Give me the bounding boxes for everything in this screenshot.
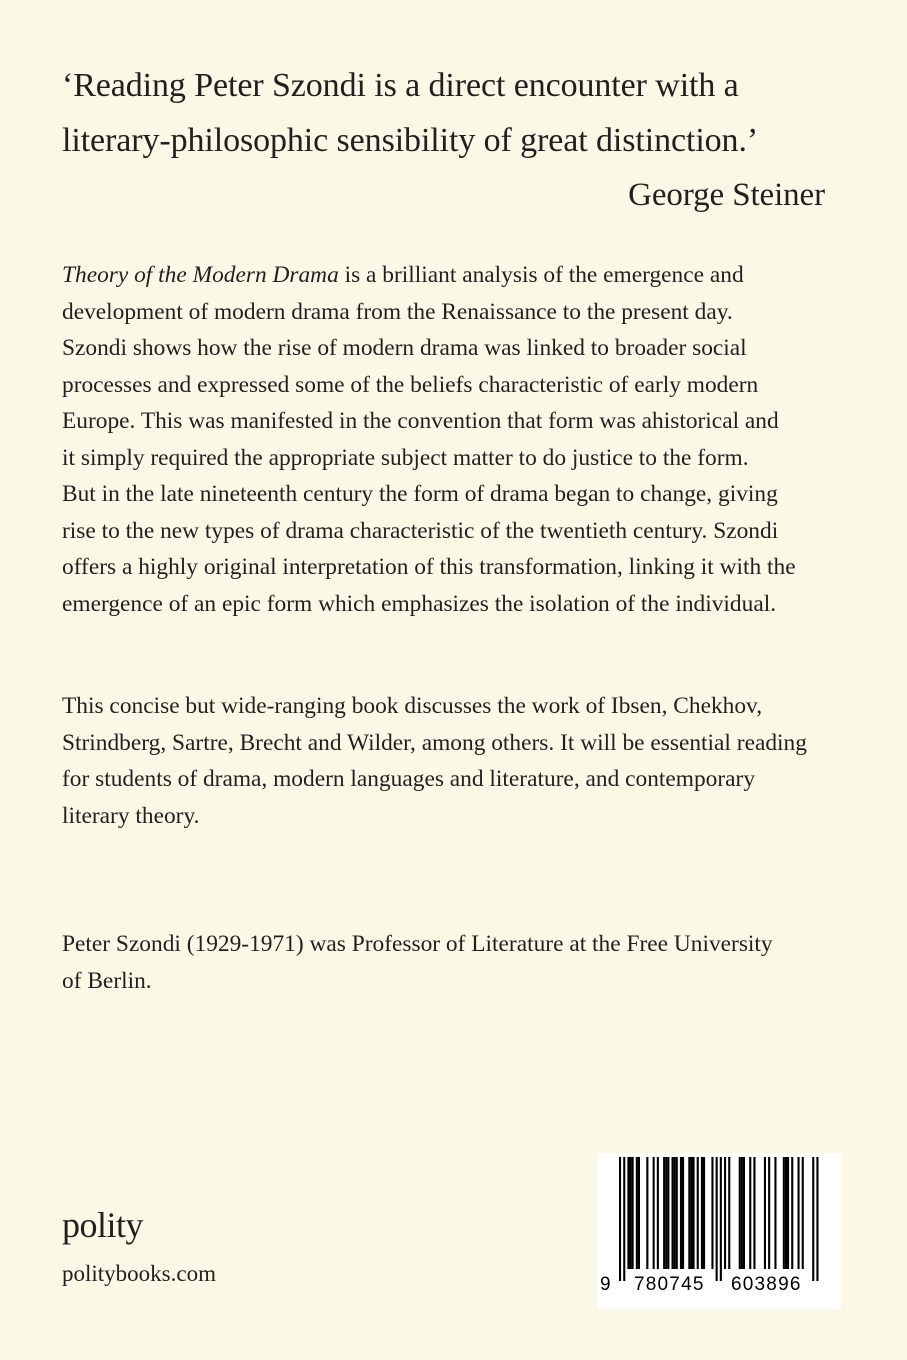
quote-line: ‘Reading Peter Szondi is a direct encounter with a (62, 67, 739, 104)
barcode-bar (812, 1157, 814, 1281)
text-line: But in the late nineteenth century the form of drama began to change, giving (62, 481, 778, 507)
barcode-bar (728, 1157, 730, 1269)
barcode-bar (672, 1157, 674, 1269)
barcode-bar (753, 1157, 755, 1269)
barcode-bar (623, 1157, 625, 1281)
barcode-bar (636, 1157, 638, 1269)
barcode-bar (657, 1157, 659, 1269)
barcode-bar (724, 1157, 726, 1269)
barcode-bar (667, 1157, 669, 1269)
barcode-bar (676, 1157, 678, 1269)
publisher-logo: polity (62, 1205, 144, 1245)
text-line: literary theory. (62, 802, 200, 829)
publisher-website: politybooks.com (62, 1261, 216, 1286)
quote-line: literary-philosophic sensibility of great distinction.’ (62, 122, 759, 159)
barcode-bar (638, 1157, 640, 1269)
text-line: This concise but wide-ranging book discusses the work of Ibsen, Chekhov, (62, 693, 763, 719)
barcode-bar (785, 1157, 787, 1269)
barcode-left-digits: 780745 (634, 1274, 705, 1295)
text-line: development of modern drama from the Renaissance to the present day. (62, 298, 733, 325)
barcode-bar (816, 1157, 818, 1281)
text-line: Strindberg, Sartre, Brecht and Wilder, among others. It will be essential reading (62, 729, 807, 756)
barcode-bar (682, 1157, 684, 1269)
text-line: for students of drama, modern languages and literature, and contemporary (62, 766, 756, 792)
barcode-bar (783, 1157, 785, 1269)
text-line: it simply required the appropriate subject matter to do justice to the form. (62, 444, 749, 471)
barcode-bar (802, 1157, 804, 1269)
barcode-bar (680, 1157, 682, 1269)
barcode-bar (739, 1157, 741, 1269)
barcode-bar (697, 1157, 699, 1269)
barcode-bar (674, 1157, 676, 1269)
text-line: processes and expressed some of the beliefs characteristic of early modern (62, 371, 759, 398)
barcode-bar (701, 1157, 703, 1269)
text-line: of Berlin. (62, 967, 152, 994)
text-line: Theory of the Modern Drama is a brilliant analysis of the emergence and (62, 262, 744, 288)
barcode-bar (653, 1157, 655, 1269)
barcode-bar (768, 1157, 770, 1269)
barcode-bar (743, 1157, 745, 1269)
text-line: Europe. This was manifested in the convention that form was ahistorical and (62, 408, 779, 434)
barcode-bar (690, 1157, 692, 1269)
barcode-bar (764, 1157, 766, 1269)
isbn-barcode (597, 1153, 841, 1309)
barcode-bar (720, 1157, 722, 1281)
barcode-bar (774, 1157, 776, 1269)
barcode-bar (749, 1157, 751, 1269)
barcode-bar (665, 1157, 667, 1269)
text-line: emergence of an epic form which emphasizes the isolation of the individual. (62, 590, 777, 617)
barcode-bar (791, 1157, 793, 1269)
barcode-bar (663, 1157, 665, 1269)
author-bio (62, 926, 832, 999)
barcode-bar (787, 1157, 789, 1269)
barcode-bar (711, 1157, 713, 1269)
barcode-bar (703, 1157, 705, 1269)
barcode-bar (632, 1157, 634, 1269)
barcode-bar (716, 1157, 718, 1281)
description-paragraph-2 (62, 688, 832, 834)
text-line: Peter Szondi (1929-1971) was Professor of Literature at the Free University (62, 931, 773, 957)
barcode-bar (630, 1157, 632, 1269)
barcode-first-digit: 9 (600, 1274, 612, 1295)
barcode-bar (693, 1157, 695, 1269)
description-paragraph-1 (62, 257, 832, 622)
text-line: offers a highly original interpretation of this transformation, linking it with the (62, 554, 796, 580)
text-line: Szondi shows how the rise of modern drama was linked to broader social (62, 335, 747, 361)
barcode-bar (627, 1157, 629, 1269)
barcode-bar (798, 1157, 800, 1269)
endorsement-quote (62, 58, 842, 223)
barcode-right-digits: 603896 (731, 1274, 802, 1295)
barcode-bar (619, 1157, 621, 1281)
text-line: rise to the new types of drama characteristic of the twentieth century. Szondi (62, 517, 779, 544)
barcode-bar (688, 1157, 690, 1269)
book-title: Theory of the Modern Drama (62, 262, 339, 288)
barcode-bar (646, 1157, 648, 1269)
barcode-bar (741, 1157, 743, 1269)
quote-attribution: George Steiner (628, 177, 825, 213)
